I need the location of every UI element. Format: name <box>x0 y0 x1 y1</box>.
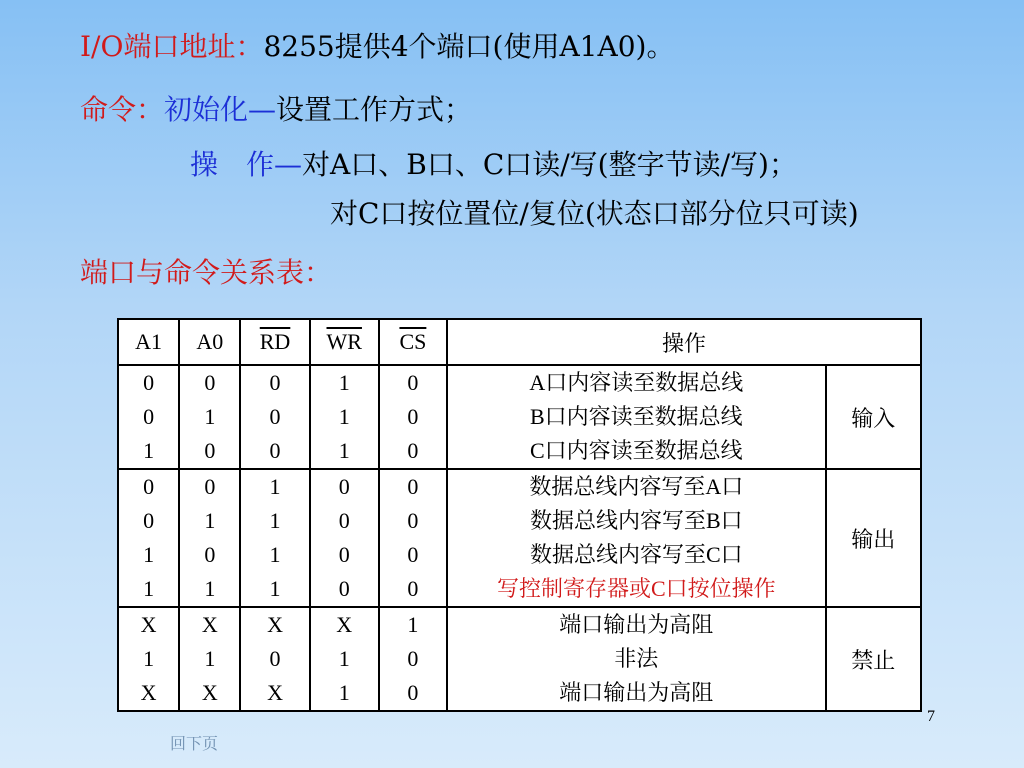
back-link[interactable]: 回下页 <box>170 734 219 753</box>
header-rd: $\overline{RD}$ <box>240 319 309 365</box>
operation-desc: 数据总线内容写至B口 <box>529 508 743 533</box>
bit-value: 0 <box>204 474 216 499</box>
table-heading: 端口与命令关系表： <box>80 256 333 289</box>
operation-desc: 数据总线内容写至C口 <box>529 542 743 567</box>
port-command-table <box>117 318 922 712</box>
direction-cell: 输出 <box>826 469 921 607</box>
page-number: 7 <box>927 708 935 725</box>
bit-value: 1 <box>269 474 281 499</box>
table-header-row <box>118 319 921 365</box>
bit-value: 1 <box>338 680 350 705</box>
operation-desc: 端口输出为高阻 <box>559 680 714 705</box>
bit-value: 1 <box>338 370 350 395</box>
operation-desc-cell <box>447 365 826 469</box>
bit-value: 0 <box>407 404 419 429</box>
io-port-address-label: I/O端口地址： <box>80 30 264 63</box>
cs-cell <box>379 365 447 469</box>
operation-desc-cell <box>447 607 826 711</box>
operation-desc: 数据总线内容写至A口 <box>529 474 744 499</box>
header-a0: A0 <box>179 319 240 365</box>
operation-desc-highlight: 写控制寄存器或C口按位操作 <box>496 576 776 601</box>
a0-cell <box>179 365 240 469</box>
operation-desc: 端口输出为高阻 <box>559 612 714 637</box>
bit-value: X <box>267 612 283 637</box>
bit-value: 0 <box>143 370 155 395</box>
table-row <box>118 607 921 711</box>
header-a1: A1 <box>118 319 179 365</box>
bit-value: X <box>201 680 218 705</box>
bit-value: 0 <box>269 404 281 429</box>
bit-value: 0 <box>338 508 350 533</box>
bit-value: 1 <box>269 576 281 601</box>
cs-cell <box>379 607 447 711</box>
operation-desc: B口内容读至数据总线 <box>529 404 743 429</box>
bit-value: X <box>267 680 283 705</box>
bit-set-line <box>330 197 859 231</box>
bit-value: 0 <box>407 680 419 705</box>
rd-cell <box>240 365 309 469</box>
io-port-address-line <box>80 30 674 64</box>
bit-value: 1 <box>407 612 419 637</box>
bit-value: 0 <box>269 438 281 463</box>
a1-cell <box>118 607 179 711</box>
bit-value: 0 <box>407 646 419 671</box>
bit-value: 0 <box>407 576 419 601</box>
bit-value: 0 <box>204 370 216 395</box>
bit-value: 1 <box>269 508 281 533</box>
a1-cell <box>118 469 179 607</box>
table-row <box>118 365 921 469</box>
bit-value: 1 <box>204 404 216 429</box>
bit-value: 1 <box>143 542 155 567</box>
bit-value: 0 <box>407 370 419 395</box>
header-wr: $\overline{WR}$ <box>310 319 379 365</box>
bit-value: 0 <box>269 646 281 671</box>
wr-cell <box>310 607 379 711</box>
a0-cell <box>179 469 240 607</box>
cs-cell <box>379 469 447 607</box>
direction-cell: 禁止 <box>826 607 921 711</box>
header-operation: 操作 <box>447 319 921 365</box>
bit-value: 0 <box>407 438 419 463</box>
bit-value: 0 <box>204 542 216 567</box>
init-text: 设置工作方式； <box>276 93 473 126</box>
bit-value: 0 <box>338 474 350 499</box>
bit-value: 1 <box>143 438 155 463</box>
operation-text: 对A口、B口、C口读/写(整字节读/写)； <box>302 148 797 181</box>
table-row <box>118 469 921 607</box>
command-operation-line <box>190 148 797 182</box>
operation-desc: A口内容读至数据总线 <box>529 370 744 395</box>
bit-value: 0 <box>204 438 216 463</box>
rd-cell <box>240 469 309 607</box>
bit-value: 0 <box>269 370 281 395</box>
bit-value: 0 <box>407 542 419 567</box>
bit-value: 0 <box>407 508 419 533</box>
wr-cell <box>310 365 379 469</box>
io-port-address-text: 8255提供4个端口(使用A1A0)。 <box>263 30 675 63</box>
bit-value: 1 <box>269 542 281 567</box>
bit-value: 0 <box>143 508 155 533</box>
bit-value: 1 <box>143 576 155 601</box>
bit-value: 0 <box>143 404 155 429</box>
a1-cell <box>118 365 179 469</box>
header-cs: $\overline{CS}$ <box>379 319 447 365</box>
bit-value: 1 <box>204 646 216 671</box>
command-label: 命令： <box>80 93 165 126</box>
bit-value: X <box>140 680 157 705</box>
operation-desc: C口内容读至数据总线 <box>529 438 743 463</box>
direction-cell: 输入 <box>826 365 921 469</box>
bit-value: 1 <box>143 646 155 671</box>
bit-value: 0 <box>338 576 350 601</box>
bit-value: 0 <box>143 474 155 499</box>
bit-value: 1 <box>338 438 350 463</box>
command-init-line <box>80 93 472 127</box>
rd-cell <box>240 607 309 711</box>
bit-value: 1 <box>204 508 216 533</box>
bit-value: X <box>140 612 157 637</box>
operation-label: 操 作— <box>190 148 303 181</box>
bit-value: X <box>336 612 353 637</box>
bit-value: X <box>201 612 218 637</box>
bit-value: 1 <box>338 404 350 429</box>
bit-value: 1 <box>338 646 350 671</box>
bit-value: 0 <box>407 474 419 499</box>
bit-value: 0 <box>338 542 350 567</box>
operation-desc-cell <box>447 469 826 607</box>
bit-value: 1 <box>204 576 216 601</box>
a0-cell <box>179 607 240 711</box>
bit-set-text: 对C口按位置位/复位(状态口部分位只可读) <box>330 197 859 230</box>
init-label: 初始化— <box>164 93 277 126</box>
operation-desc: 非法 <box>614 646 659 671</box>
wr-cell <box>310 469 379 607</box>
